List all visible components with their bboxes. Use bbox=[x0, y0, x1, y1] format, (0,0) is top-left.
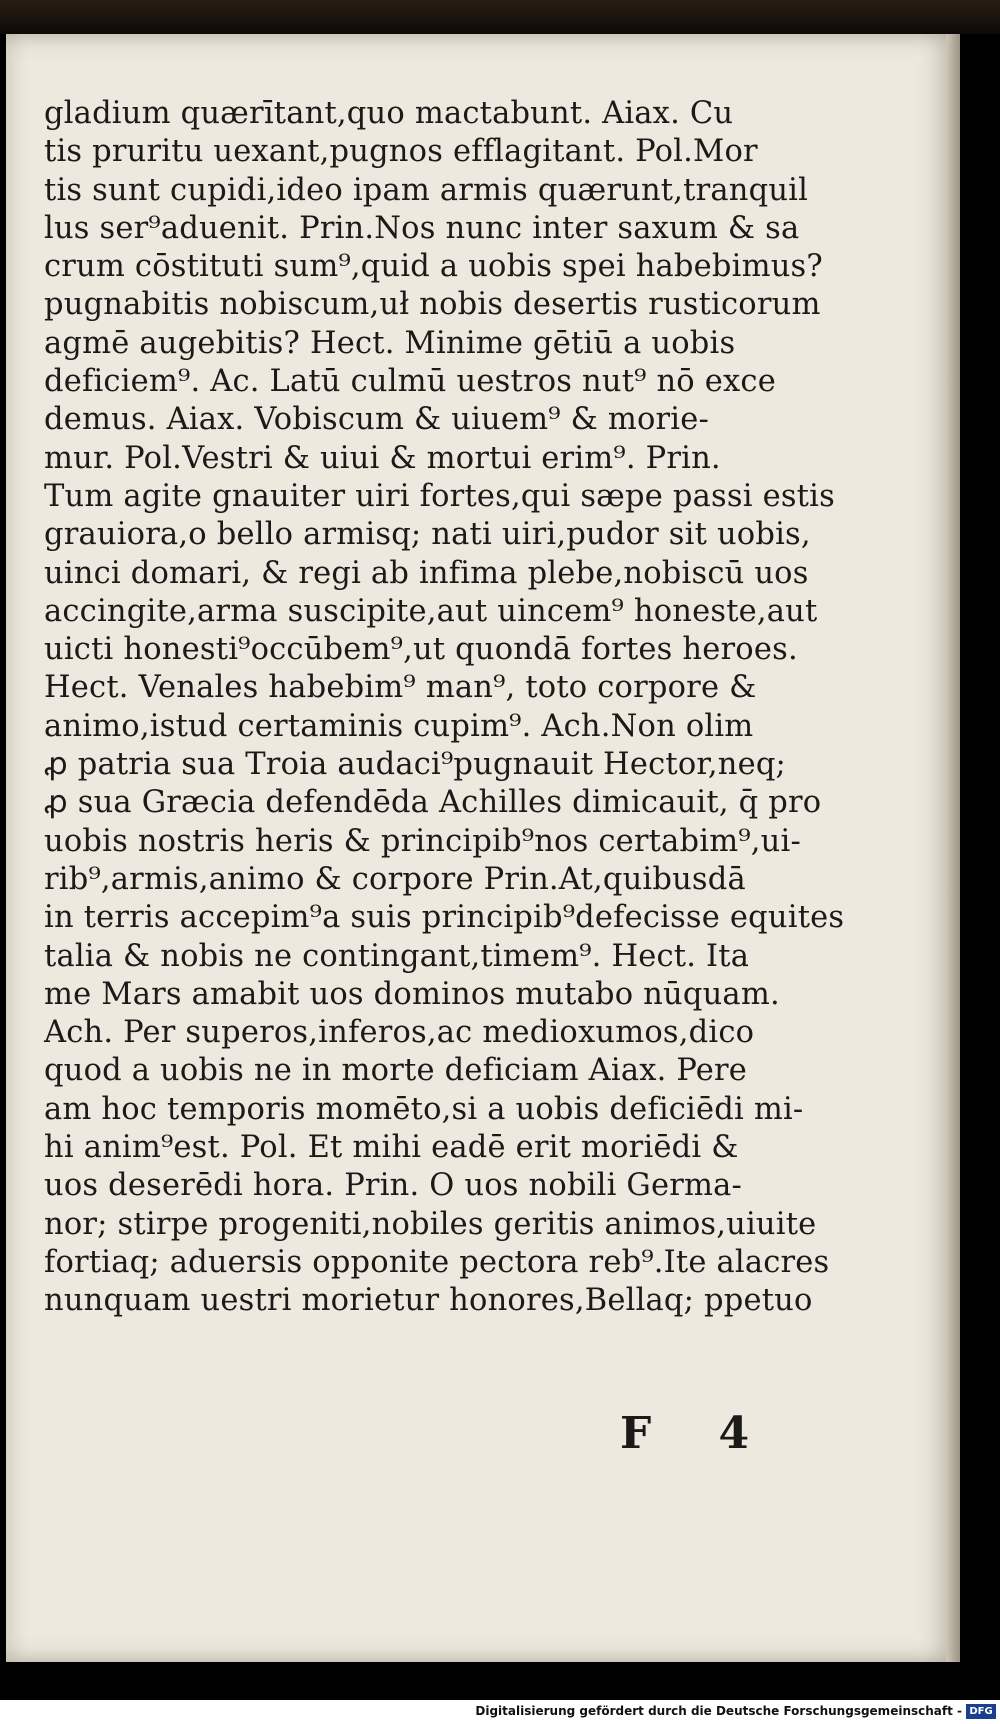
text-line: Tum agite gnauiter uiri fortes,qui sæpe passi estis bbox=[44, 478, 835, 514]
text-line: pugnabitis nobiscum,uł nobis desertis rusticorum bbox=[44, 287, 821, 323]
text-line: me Mars amabit uos dominos mutabo nūquam. bbox=[44, 976, 780, 1012]
page-text bbox=[44, 95, 844, 1321]
text-line: lus ser⁹aduenit. Prin.Nos nunc inter saxum & sa bbox=[44, 210, 800, 246]
book-cover-edge bbox=[0, 0, 1000, 34]
text-line: deficiem⁹. Ac. Latū culmū uestros nut⁹ nō exce bbox=[44, 364, 776, 400]
text-line: ꝓ patria sua Troia audaci⁹pugnauit Hector,neq; bbox=[44, 747, 787, 783]
text-line: agmē augebitis? Hect. Minime gētiū a uobis bbox=[44, 325, 736, 361]
text-line: tis pruritu uexant,pugnos efflagitant. Pol.Mor bbox=[44, 134, 758, 170]
text-line: uicti honesti⁹occūbem⁹,ut quondā fortes heroes. bbox=[44, 632, 798, 668]
digitization-footer bbox=[0, 1700, 1000, 1724]
text-line: fortiaq; aduersis opponite pectora reb⁹.Ite alacres bbox=[44, 1244, 830, 1280]
text-line: hi anim⁹est. Pol. Et mihi eadē erit moriēdi & bbox=[44, 1130, 739, 1166]
dfg-logo: DFG bbox=[966, 1704, 996, 1719]
text-line: nor; stirpe progeniti,nobiles geritis animos,uiuite bbox=[44, 1206, 817, 1242]
text-line: am hoc temporis momēto,si a uobis deficiēdi mi- bbox=[44, 1091, 804, 1127]
text-line: in terris accepim⁹a suis principib⁹defecisse equites bbox=[44, 900, 845, 936]
text-line: uos deserēdi hora. Prin. O uos nobili Germa- bbox=[44, 1168, 743, 1204]
text-line: mur. Pol.Vestri & uiui & mortui erim⁹. Prin. bbox=[44, 440, 721, 476]
signature-mark: F 4 bbox=[620, 1408, 776, 1459]
text-line: talia & nobis ne contingant,timem⁹. Hect. Ita bbox=[44, 938, 750, 974]
text-line: ꝓ sua Græcia defendēda Achilles dimicauit, q̄ pro bbox=[44, 785, 822, 821]
text-line: Hect. Venales habebim⁹ man⁹, toto corpore & bbox=[44, 670, 757, 706]
text-line: grauiora,o bello armisq; nati uiri,pudor sit uobis, bbox=[44, 517, 811, 553]
text-line: animo,istud certaminis cupim⁹. Ach.Non olim bbox=[44, 708, 754, 744]
text-line: demus. Aiax. Vobiscum & uiuem⁹ & morie- bbox=[44, 402, 709, 438]
text-line: accingite,arma suscipite,aut uincem⁹ honeste,aut bbox=[44, 593, 818, 629]
text-line: rib⁹,armis,animo & corpore Prin.At,quibusdā bbox=[44, 861, 746, 897]
text-line: quod a uobis ne in morte deficiam Aiax. Pere bbox=[44, 1053, 748, 1089]
text-line: crum cōstituti sum⁹,quid a uobis spei habebimus? bbox=[44, 249, 823, 285]
text-line: gladium quærītant,quo mactabunt. Aiax. Cu bbox=[44, 96, 734, 131]
page-edge bbox=[946, 34, 960, 1662]
text-line: Ach. Per superos,inferos,ac medioxumos,dico bbox=[44, 1015, 755, 1051]
text-line: nunquam uestri morietur honores,Bellaq; ppetuo bbox=[44, 1283, 813, 1319]
text-line: uinci domari, & regi ab infima plebe,nobiscū uos bbox=[44, 555, 809, 591]
text-line: uobis nostris heris & principib⁹nos certabim⁹,ui- bbox=[44, 823, 801, 859]
funding-note: Digitalisierung gefördert durch die Deutsche Forschungsgemeinschaft - bbox=[475, 1704, 962, 1718]
text-line: tis sunt cupidi,ideo ipam armis quærunt,tranquil bbox=[44, 172, 809, 208]
